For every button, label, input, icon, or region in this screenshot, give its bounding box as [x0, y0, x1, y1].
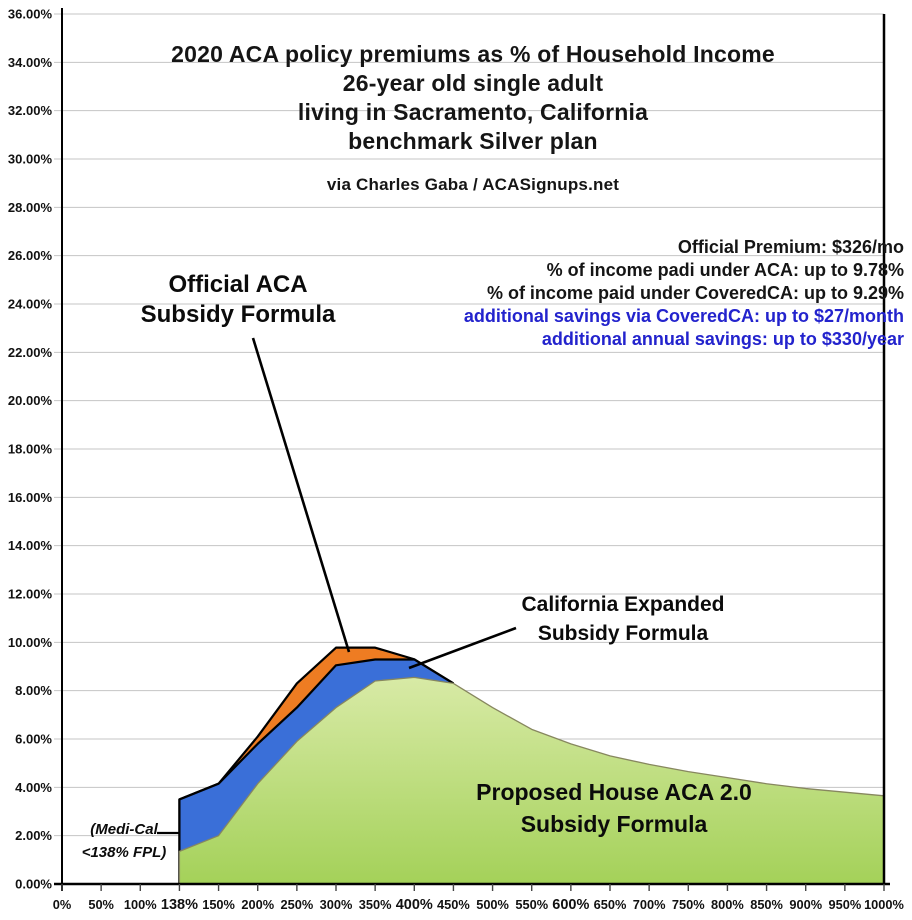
y-axis-label: 2.00% — [15, 828, 52, 844]
leader-line-official-aca — [253, 338, 349, 652]
x-axis-label: 0% — [52, 897, 72, 912]
x-axis-label: 500% — [476, 897, 509, 912]
aca-percent-line: % of income padi under ACA: up to 9.78% — [546, 260, 904, 280]
coveredca-percent-line: % of income paid under CoveredCA: up to 9.29% — [486, 283, 904, 303]
x-axis-label: 300% — [319, 897, 353, 912]
y-axis-label: 6.00% — [15, 731, 52, 747]
x-axis-label: 350% — [358, 897, 392, 912]
savings-year-line: additional annual savings: up to $330/year — [541, 329, 904, 349]
y-axis-label: 18.00% — [7, 441, 52, 457]
x-axis-label: 850% — [750, 897, 783, 912]
y-axis-label: 14.00% — [7, 538, 52, 554]
label-official-aca-line1: Official ACA — [168, 271, 308, 298]
y-axis-label: 24.00% — [7, 296, 52, 312]
label-medical-note — [54, 818, 194, 864]
attribution-line: via Charles Gaba / ACASignups.net — [326, 175, 620, 194]
y-axis-label: 22.00% — [7, 344, 52, 360]
label-house-line1: Proposed House ACA 2.0 — [476, 779, 752, 805]
label-official-aca — [68, 270, 408, 330]
y-axis-label: 20.00% — [7, 393, 52, 409]
chart-title-block — [62, 40, 884, 199]
x-axis-label: 600% — [552, 897, 590, 913]
label-house-line2: Subsidy Formula — [520, 811, 708, 837]
y-axis-label: 16.00% — [7, 489, 52, 505]
x-axis-label: 400% — [395, 897, 433, 913]
y-axis-label: 4.00% — [15, 779, 52, 795]
label-house-aca20 — [434, 776, 794, 840]
label-medical-line1: (Medi-Cal — [90, 821, 158, 838]
title-line-4: benchmark Silver plan — [348, 128, 598, 154]
label-california-expanded — [443, 590, 803, 648]
y-axis-label: 36.00% — [7, 6, 52, 22]
y-axis-label: 34.00% — [7, 54, 52, 70]
y-axis-label: 12.00% — [7, 586, 52, 602]
title-line-2: 26-year old single adult — [342, 70, 604, 96]
x-axis-label: 950% — [828, 897, 862, 912]
x-axis-label: 700% — [632, 897, 666, 912]
y-axis-label: 26.00% — [7, 248, 52, 264]
y-axis-label: 32.00% — [7, 103, 52, 119]
x-axis-label: 138% — [160, 897, 198, 913]
x-axis-label: 900% — [789, 897, 823, 912]
x-axis-label: 1000% — [864, 897, 904, 912]
x-axis-label: 250% — [280, 897, 314, 912]
x-axis-label: 550% — [515, 897, 549, 912]
y-axis-label: 30.00% — [7, 151, 52, 167]
official-premium-line: Official Premium: $326/mo — [677, 237, 904, 257]
label-official-aca-line2: Subsidy Formula — [140, 301, 336, 328]
y-axis-label: 10.00% — [7, 634, 52, 650]
x-axis-label: 50% — [88, 897, 114, 912]
title-line-1: 2020 ACA policy premiums as % of Household Income — [171, 41, 775, 67]
savings-month-line: additional savings via CoveredCA: up to $27/month — [463, 306, 904, 326]
y-axis-label: 8.00% — [15, 683, 52, 699]
y-axis-label: 28.00% — [7, 199, 52, 215]
x-axis-label: 450% — [437, 897, 470, 912]
title-line-3: living in Sacramento, California — [297, 99, 649, 125]
x-axis-label: 100% — [123, 897, 157, 912]
premium-annotation-block — [464, 236, 904, 351]
label-california-line2: Subsidy Formula — [537, 622, 709, 645]
x-axis-label: 150% — [202, 897, 235, 912]
label-california-line1: California Expanded — [521, 593, 725, 616]
label-medical-line2: <138% FPL) — [81, 844, 167, 861]
x-axis-label: 200% — [241, 897, 275, 912]
x-axis-label: 750% — [671, 897, 705, 912]
x-axis-label: 650% — [593, 897, 627, 912]
y-axis-label: 0.00% — [15, 876, 52, 892]
x-axis-label: 800% — [711, 897, 744, 912]
